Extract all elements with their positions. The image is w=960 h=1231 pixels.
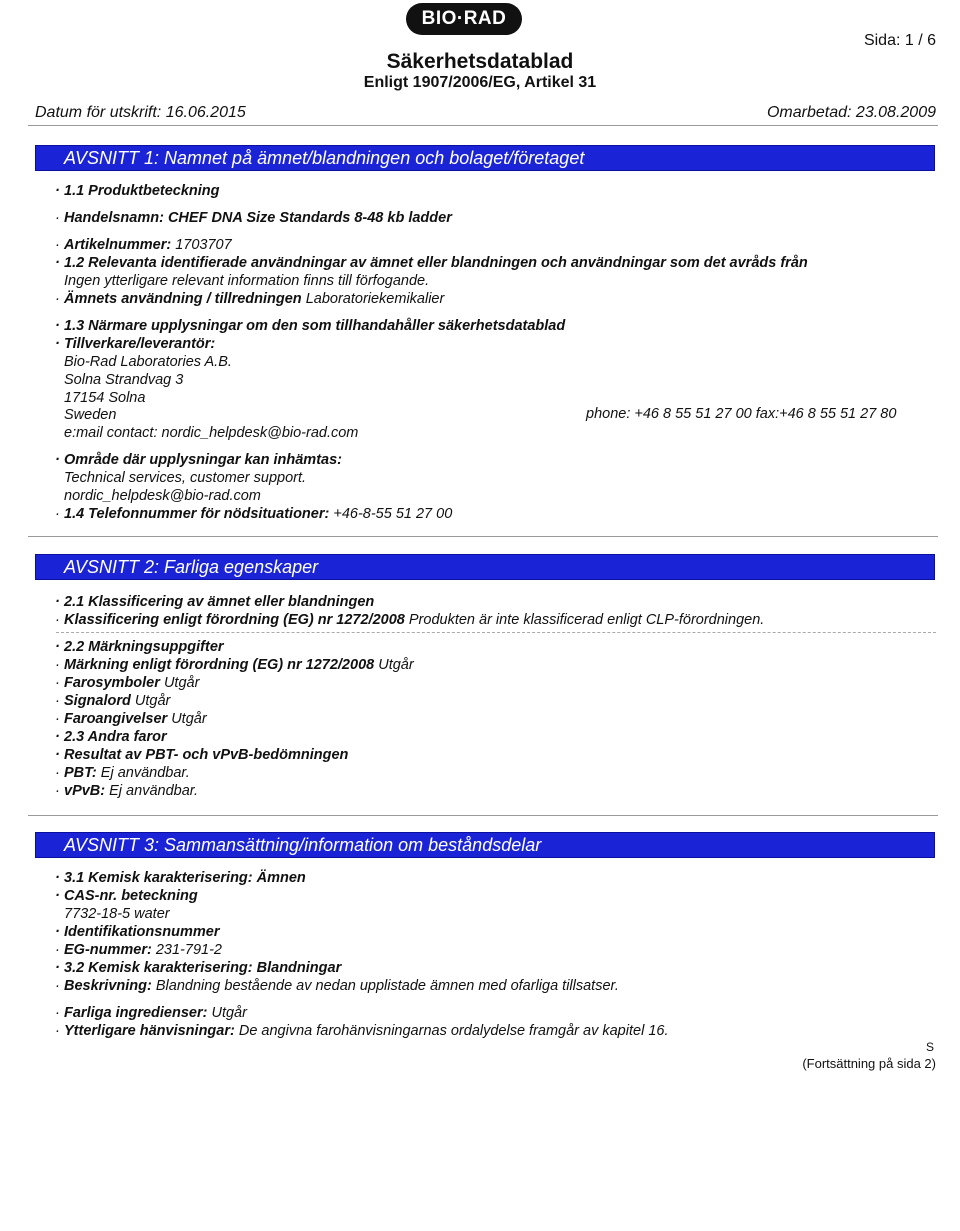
pbt-row: · PBT: Ej användbar. bbox=[55, 765, 190, 781]
article-number-row: · Artikelnummer: 1703707 bbox=[55, 237, 232, 253]
revised-date: Omarbetad: 23.08.2009 bbox=[766, 104, 936, 121]
email-contact: e:mail contact: nordic_helpdesk@bio-rad.com bbox=[64, 425, 359, 441]
signal-word-row: · Signalord Utgår bbox=[55, 693, 171, 709]
labelling-row: · Märkning enligt förordning (EG) nr 1272/2008 Utgår bbox=[55, 657, 414, 673]
vpvb-row: · vPvB: Ej användbar. bbox=[55, 783, 199, 799]
description-row: · Beskrivning: Blandning bestående av nedan upplistade ämnen med ofarliga tillsatser. bbox=[55, 978, 619, 994]
cas-value: 7732-18-5 water bbox=[64, 906, 170, 922]
info-label: · Område där upplysningar kan inhämtas: bbox=[55, 452, 342, 468]
s1-2-text: Ingen ytterligare relevant information finns till förfogande. bbox=[64, 273, 430, 289]
hazard-statements-row: · Faroangivelser Utgår bbox=[55, 711, 207, 727]
s1-1-label: · 1.1 Produktbeteckning bbox=[55, 183, 220, 199]
page-number: Sida: 1 / 6 bbox=[863, 32, 936, 49]
pictograms-row: · Farosymboler Utgår bbox=[55, 675, 200, 691]
address-line: Solna Strandvag 3 bbox=[64, 372, 184, 388]
section-2-heading: AVSNITT 2: Farliga egenskaper bbox=[64, 557, 319, 577]
footer-mark: S bbox=[926, 1040, 935, 1054]
address-line: 17154 Solna bbox=[64, 390, 146, 406]
clp-row: · Klassificering enligt förordning (EG) nr 1272/2008 Produkten är inte klassificerad enligt CLP-förordningen. bbox=[55, 612, 765, 628]
section-3-heading: AVSNITT 3: Sammansättning/information om beståndsdelar bbox=[64, 835, 542, 855]
s2-2-label: · 2.2 Märkningsuppgifter bbox=[55, 639, 224, 655]
address-line: Sweden bbox=[64, 407, 117, 423]
dangerous-ingredients-row: · Farliga ingredienser: Utgår bbox=[55, 1005, 247, 1021]
supplier-label: · Tillverkare/leverantör: bbox=[55, 336, 216, 352]
trade-name-row: · Handelsnamn: CHEF DNA Size Standards 8-48 kb ladder bbox=[55, 210, 452, 226]
info-line: Technical services, customer support. bbox=[64, 470, 307, 486]
use-row: · Ämnets användning / tillredningen Laboratoriekemikalier bbox=[55, 291, 445, 307]
s2-3-label: · 2.3 Andra faror bbox=[55, 729, 167, 745]
phone-fax: phone: +46 8 55 51 27 00 fax:+46 8 55 51 27 80 bbox=[586, 406, 897, 422]
cas-label: · CAS-nr. beteckning bbox=[55, 888, 198, 904]
ec-number-row: · EG-nummer: 231-791-2 bbox=[55, 942, 222, 958]
header-divider bbox=[28, 125, 938, 126]
s3-1-label: · 3.1 Kemisk karakterisering: Ämnen bbox=[55, 870, 306, 886]
s1-3-label: · 1.3 Närmare upplysningar om den som tillhandahåller säkerhetsdatablad bbox=[55, 318, 566, 334]
section-divider bbox=[28, 815, 938, 816]
section-divider bbox=[28, 536, 938, 537]
address-line: Bio-Rad Laboratories A.B. bbox=[64, 354, 232, 370]
bio-rad-logo: BIO·RAD bbox=[406, 3, 522, 35]
s3-2-label: · 3.2 Kemisk karakterisering: Blandningar bbox=[55, 960, 342, 976]
s2-1-label: · 2.1 Klassificering av ämnet eller blandningen bbox=[55, 594, 375, 610]
info-email: nordic_helpdesk@bio-rad.com bbox=[64, 488, 261, 504]
print-date: Datum för utskrift: 16.06.2015 bbox=[35, 104, 246, 121]
further-info-row: · Ytterligare hänvisningar: De angivna farohänvisningarnas ordalydelse framgår av kapitel 16. bbox=[55, 1023, 669, 1039]
dashed-separator bbox=[56, 632, 936, 633]
document-title: Säkerhetsdatablad bbox=[386, 50, 574, 73]
s1-2-label: · 1.2 Relevanta identifierade användningar av ämnet eller blandningen och användningar som det avråds från bbox=[55, 255, 808, 271]
document-subtitle: Enligt 1907/2006/EG, Artikel 31 bbox=[363, 74, 597, 91]
continued-note: (Fortsättning på sida 2) bbox=[802, 1056, 936, 1071]
section-1-heading: AVSNITT 1: Namnet på ämnet/blandningen och bolaget/företaget bbox=[64, 148, 585, 168]
emergency-row: · 1.4 Telefonnummer för nödsituationer: +46-8-55 51 27 00 bbox=[55, 506, 453, 522]
pbt-results-label: · Resultat av PBT- och vPvB-bedömningen bbox=[55, 747, 349, 763]
identification-label: · Identifikationsnummer bbox=[55, 924, 220, 940]
